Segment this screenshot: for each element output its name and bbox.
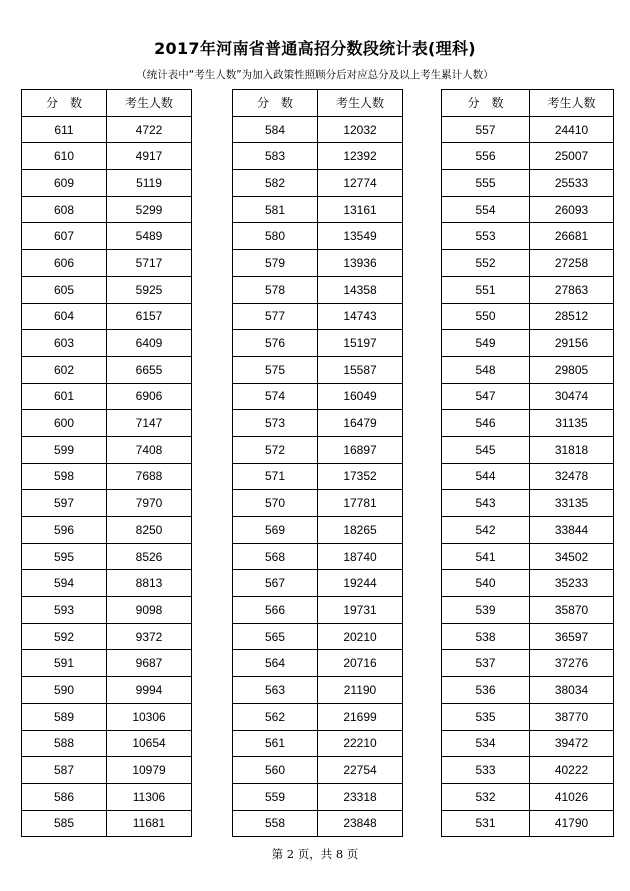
page-title: 2017年河南省普通高招分数段统计表(理科) (154, 39, 476, 58)
table-row (442, 436, 614, 463)
table-row (442, 303, 614, 330)
score-cell: 595 (22, 543, 107, 570)
count-cell: 15197 (318, 330, 403, 357)
table-row (233, 116, 403, 143)
count-cell: 9687 (107, 650, 192, 677)
table-row (233, 490, 403, 517)
table-row (233, 303, 403, 330)
table-row (442, 490, 614, 517)
table-row (233, 436, 403, 463)
table-row (442, 170, 614, 197)
count-cell: 29156 (530, 330, 614, 357)
table-row (22, 650, 192, 677)
count-cell: 25007 (530, 143, 614, 170)
table-row (442, 757, 614, 784)
score-cell: 586 (22, 783, 107, 810)
score-cell: 599 (22, 436, 107, 463)
table-row (22, 116, 192, 143)
table-row (442, 730, 614, 757)
table-row (22, 757, 192, 784)
table-row (442, 250, 614, 277)
count-cell: 16049 (318, 383, 403, 410)
count-cell: 21190 (318, 677, 403, 704)
count-cell: 17352 (318, 463, 403, 490)
count-cell: 12392 (318, 143, 403, 170)
table-row (233, 383, 403, 410)
table-row (442, 223, 614, 250)
table-row (22, 570, 192, 597)
score-cell: 576 (233, 330, 318, 357)
score-cell: 588 (22, 730, 107, 757)
count-cell: 35233 (530, 570, 614, 597)
score-cell: 555 (442, 170, 530, 197)
score-cell: 563 (233, 677, 318, 704)
score-cell: 611 (22, 116, 107, 143)
count-cell: 5119 (107, 170, 192, 197)
score-cell: 544 (442, 463, 530, 490)
count-cell: 14743 (318, 303, 403, 330)
table-row (233, 330, 403, 357)
table-row (442, 703, 614, 730)
table-row (22, 703, 192, 730)
count-cell: 38770 (530, 703, 614, 730)
score-table-1 (21, 89, 192, 837)
score-cell: 580 (233, 223, 318, 250)
score-cell: 584 (233, 116, 318, 143)
score-cell: 549 (442, 330, 530, 357)
count-cell: 19244 (318, 570, 403, 597)
count-cell: 35870 (530, 597, 614, 624)
table-row (22, 810, 192, 837)
count-cell: 13161 (318, 196, 403, 223)
score-cell: 572 (233, 436, 318, 463)
table-row (233, 783, 403, 810)
count-cell: 38034 (530, 677, 614, 704)
score-cell: 547 (442, 383, 530, 410)
table-row (233, 410, 403, 437)
table-row (233, 703, 403, 730)
table-row (22, 623, 192, 650)
score-cell: 609 (22, 170, 107, 197)
score-cell: 556 (442, 143, 530, 170)
table-row (233, 276, 403, 303)
count-cell: 16897 (318, 436, 403, 463)
count-cell: 40222 (530, 757, 614, 784)
count-cell: 10654 (107, 730, 192, 757)
table-row (22, 517, 192, 544)
score-cell: 567 (233, 570, 318, 597)
score-header: 分 数 (442, 90, 530, 117)
count-cell: 10306 (107, 703, 192, 730)
table-row (233, 543, 403, 570)
count-cell: 31135 (530, 410, 614, 437)
table-row (233, 597, 403, 624)
score-cell: 568 (233, 543, 318, 570)
count-cell: 14358 (318, 276, 403, 303)
score-cell: 591 (22, 650, 107, 677)
table-row (233, 570, 403, 597)
score-cell: 561 (233, 730, 318, 757)
table-row (22, 730, 192, 757)
score-cell: 550 (442, 303, 530, 330)
count-cell: 23318 (318, 783, 403, 810)
score-cell: 562 (233, 703, 318, 730)
table-row (22, 597, 192, 624)
score-cell: 585 (22, 810, 107, 837)
score-cell: 571 (233, 463, 318, 490)
count-cell: 26681 (530, 223, 614, 250)
count-cell: 5299 (107, 196, 192, 223)
count-cell: 10979 (107, 757, 192, 784)
table-row (22, 436, 192, 463)
score-cell: 548 (442, 356, 530, 383)
count-cell: 5717 (107, 250, 192, 277)
count-cell: 9098 (107, 597, 192, 624)
table-row (233, 196, 403, 223)
count-cell: 18265 (318, 517, 403, 544)
count-cell: 23848 (318, 810, 403, 837)
table-row (233, 250, 403, 277)
score-cell: 570 (233, 490, 318, 517)
table-row (442, 570, 614, 597)
table-row (442, 276, 614, 303)
score-cell: 575 (233, 356, 318, 383)
table-row (442, 597, 614, 624)
table-row (233, 623, 403, 650)
table-row (22, 276, 192, 303)
score-cell: 603 (22, 330, 107, 357)
score-cell: 583 (233, 143, 318, 170)
table-row (22, 410, 192, 437)
count-cell: 20716 (318, 650, 403, 677)
score-cell: 537 (442, 650, 530, 677)
score-cell: 564 (233, 650, 318, 677)
score-cell: 557 (442, 116, 530, 143)
count-cell: 15587 (318, 356, 403, 383)
score-cell: 558 (233, 810, 318, 837)
count-cell: 21699 (318, 703, 403, 730)
table-row (442, 383, 614, 410)
score-cell: 589 (22, 703, 107, 730)
score-cell: 532 (442, 783, 530, 810)
count-cell: 8250 (107, 517, 192, 544)
table-row (442, 543, 614, 570)
score-cell: 596 (22, 517, 107, 544)
count-cell: 16479 (318, 410, 403, 437)
score-cell: 543 (442, 490, 530, 517)
table-row (22, 330, 192, 357)
table-row (22, 196, 192, 223)
score-cell: 581 (233, 196, 318, 223)
table-row (442, 356, 614, 383)
score-cell: 539 (442, 597, 530, 624)
table-row (233, 650, 403, 677)
count-cell: 6157 (107, 303, 192, 330)
table-row (442, 463, 614, 490)
score-cell: 593 (22, 597, 107, 624)
score-cell: 541 (442, 543, 530, 570)
count-cell: 20210 (318, 623, 403, 650)
score-cell: 600 (22, 410, 107, 437)
count-cell: 8526 (107, 543, 192, 570)
count-header: 考生人数 (530, 90, 614, 117)
count-cell: 22210 (318, 730, 403, 757)
count-cell: 32478 (530, 463, 614, 490)
score-cell: 592 (22, 623, 107, 650)
count-cell: 39472 (530, 730, 614, 757)
table-row (22, 463, 192, 490)
count-cell: 24410 (530, 116, 614, 143)
count-cell: 11681 (107, 810, 192, 837)
table-header-row (22, 90, 192, 117)
count-cell: 33135 (530, 490, 614, 517)
score-cell: 573 (233, 410, 318, 437)
score-cell: 560 (233, 757, 318, 784)
table-row (22, 250, 192, 277)
score-cell: 608 (22, 196, 107, 223)
table-row (442, 810, 614, 837)
score-cell: 602 (22, 356, 107, 383)
count-cell: 6655 (107, 356, 192, 383)
score-cell: 546 (442, 410, 530, 437)
count-cell: 7147 (107, 410, 192, 437)
count-cell: 13549 (318, 223, 403, 250)
table-row (442, 116, 614, 143)
score-header: 分 数 (233, 90, 318, 117)
score-cell: 582 (233, 170, 318, 197)
count-cell: 36597 (530, 623, 614, 650)
table-row (22, 143, 192, 170)
score-cell: 538 (442, 623, 530, 650)
table-row (22, 677, 192, 704)
table-row (22, 356, 192, 383)
table-row (442, 196, 614, 223)
score-cell: 542 (442, 517, 530, 544)
table-header-row (442, 90, 614, 117)
score-cell: 565 (233, 623, 318, 650)
score-cell: 610 (22, 143, 107, 170)
score-cell: 601 (22, 383, 107, 410)
count-cell: 27863 (530, 276, 614, 303)
count-cell: 5925 (107, 276, 192, 303)
table-row (233, 757, 403, 784)
table-row (233, 356, 403, 383)
table-row (22, 543, 192, 570)
count-header: 考生人数 (318, 90, 403, 117)
count-cell: 5489 (107, 223, 192, 250)
score-cell: 536 (442, 677, 530, 704)
count-cell: 8813 (107, 570, 192, 597)
count-cell: 29805 (530, 356, 614, 383)
table-row (442, 517, 614, 544)
score-cell: 554 (442, 196, 530, 223)
table-row (233, 223, 403, 250)
count-cell: 26093 (530, 196, 614, 223)
count-cell: 19731 (318, 597, 403, 624)
table-row (442, 623, 614, 650)
score-cell: 598 (22, 463, 107, 490)
table-row (22, 223, 192, 250)
table-header-row (233, 90, 403, 117)
score-cell: 569 (233, 517, 318, 544)
score-cell: 533 (442, 757, 530, 784)
score-cell: 587 (22, 757, 107, 784)
count-header: 考生人数 (107, 90, 192, 117)
table-row (233, 730, 403, 757)
count-cell: 17781 (318, 490, 403, 517)
table-row (442, 410, 614, 437)
table-row (233, 810, 403, 837)
page-subtitle: （统计表中“考生人数”为加入政策性照顾分后对应总分及以上考生累计人数） (136, 69, 494, 81)
score-cell: 604 (22, 303, 107, 330)
score-header: 分 数 (22, 90, 107, 117)
score-cell: 534 (442, 730, 530, 757)
score-cell: 607 (22, 223, 107, 250)
count-cell: 12032 (318, 116, 403, 143)
score-cell: 594 (22, 570, 107, 597)
count-cell: 22754 (318, 757, 403, 784)
table-row (22, 383, 192, 410)
table-row (233, 143, 403, 170)
count-cell: 12774 (318, 170, 403, 197)
table-row (442, 783, 614, 810)
count-cell: 41026 (530, 783, 614, 810)
score-cell: 540 (442, 570, 530, 597)
score-cell: 551 (442, 276, 530, 303)
count-cell: 7688 (107, 463, 192, 490)
table-row (22, 303, 192, 330)
score-table-2 (232, 89, 403, 837)
count-cell: 6409 (107, 330, 192, 357)
count-cell: 7408 (107, 436, 192, 463)
score-cell: 535 (442, 703, 530, 730)
score-cell: 566 (233, 597, 318, 624)
count-cell: 11306 (107, 783, 192, 810)
score-cell: 578 (233, 276, 318, 303)
table-row (22, 783, 192, 810)
table-row (442, 143, 614, 170)
score-table-3 (441, 89, 614, 837)
count-cell: 6906 (107, 383, 192, 410)
count-cell: 37276 (530, 650, 614, 677)
count-cell: 4722 (107, 116, 192, 143)
page-footer: 第 2 页，共 8 页 (271, 847, 359, 861)
table-row (442, 330, 614, 357)
score-cell: 577 (233, 303, 318, 330)
table-row (442, 650, 614, 677)
table-row (233, 170, 403, 197)
score-cell: 605 (22, 276, 107, 303)
count-cell: 27258 (530, 250, 614, 277)
count-cell: 25533 (530, 170, 614, 197)
count-cell: 13936 (318, 250, 403, 277)
count-cell: 28512 (530, 303, 614, 330)
score-cell: 552 (442, 250, 530, 277)
score-cell: 606 (22, 250, 107, 277)
count-cell: 9994 (107, 677, 192, 704)
count-cell: 30474 (530, 383, 614, 410)
score-cell: 590 (22, 677, 107, 704)
count-cell: 41790 (530, 810, 614, 837)
table-row (233, 517, 403, 544)
count-cell: 4917 (107, 143, 192, 170)
count-cell: 33844 (530, 517, 614, 544)
score-cell: 553 (442, 223, 530, 250)
table-row (233, 463, 403, 490)
count-cell: 34502 (530, 543, 614, 570)
count-cell: 7970 (107, 490, 192, 517)
score-cell: 597 (22, 490, 107, 517)
score-cell: 574 (233, 383, 318, 410)
count-cell: 31818 (530, 436, 614, 463)
score-cell: 579 (233, 250, 318, 277)
score-cell: 559 (233, 783, 318, 810)
table-row (233, 677, 403, 704)
table-row (22, 170, 192, 197)
table-row (442, 677, 614, 704)
count-cell: 18740 (318, 543, 403, 570)
score-cell: 531 (442, 810, 530, 837)
count-cell: 9372 (107, 623, 192, 650)
score-cell: 545 (442, 436, 530, 463)
table-row (22, 490, 192, 517)
